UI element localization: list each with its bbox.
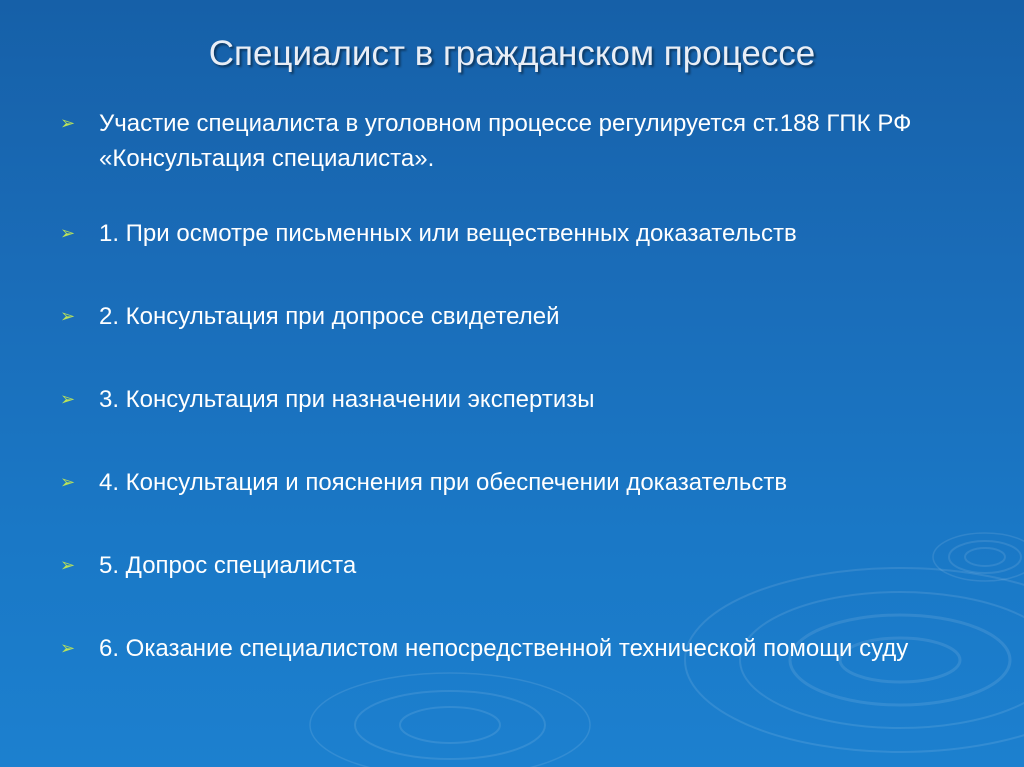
bullet-item — [60, 382, 980, 417]
bullet-arrow-icon: ➢ — [60, 472, 76, 492]
bullet-arrow-icon: ➢ — [60, 555, 76, 575]
bullet-arrow-icon: ➢ — [60, 389, 76, 409]
bullet-item — [60, 548, 980, 583]
bullet-item — [60, 465, 980, 500]
bullet-item — [60, 106, 980, 176]
bullet-text: 1. При осмотре письменных или вещественных доказательств — [99, 220, 797, 247]
bullet-text: Участие специалиста в уголовном процессе регулируется ст.188 ГПК РФ «Консультация специалиста». — [99, 110, 912, 172]
bullet-text: 6. Оказание специалистом непосредственной технической помощи суду — [99, 635, 909, 662]
bullet-arrow-icon: ➢ — [60, 223, 76, 243]
bullet-text: 5. Допрос специалиста — [99, 552, 357, 579]
bullet-item — [60, 216, 980, 251]
bullet-item — [60, 631, 980, 666]
bullet-text: 2. Консультация при допросе свидетелей — [99, 303, 560, 330]
bullet-text: 3. Консультация при назначении экспертизы — [99, 386, 595, 413]
bullet-item — [60, 299, 980, 334]
bullet-arrow-icon: ➢ — [60, 306, 76, 326]
bullet-arrow-icon: ➢ — [60, 638, 76, 658]
bullet-text: 4. Консультация и пояснения при обеспечении доказательств — [99, 469, 788, 496]
bullet-list — [60, 106, 980, 666]
slide-title: Специалист в гражданском процессе — [208, 34, 816, 73]
bullet-arrow-icon: ➢ — [60, 113, 76, 133]
